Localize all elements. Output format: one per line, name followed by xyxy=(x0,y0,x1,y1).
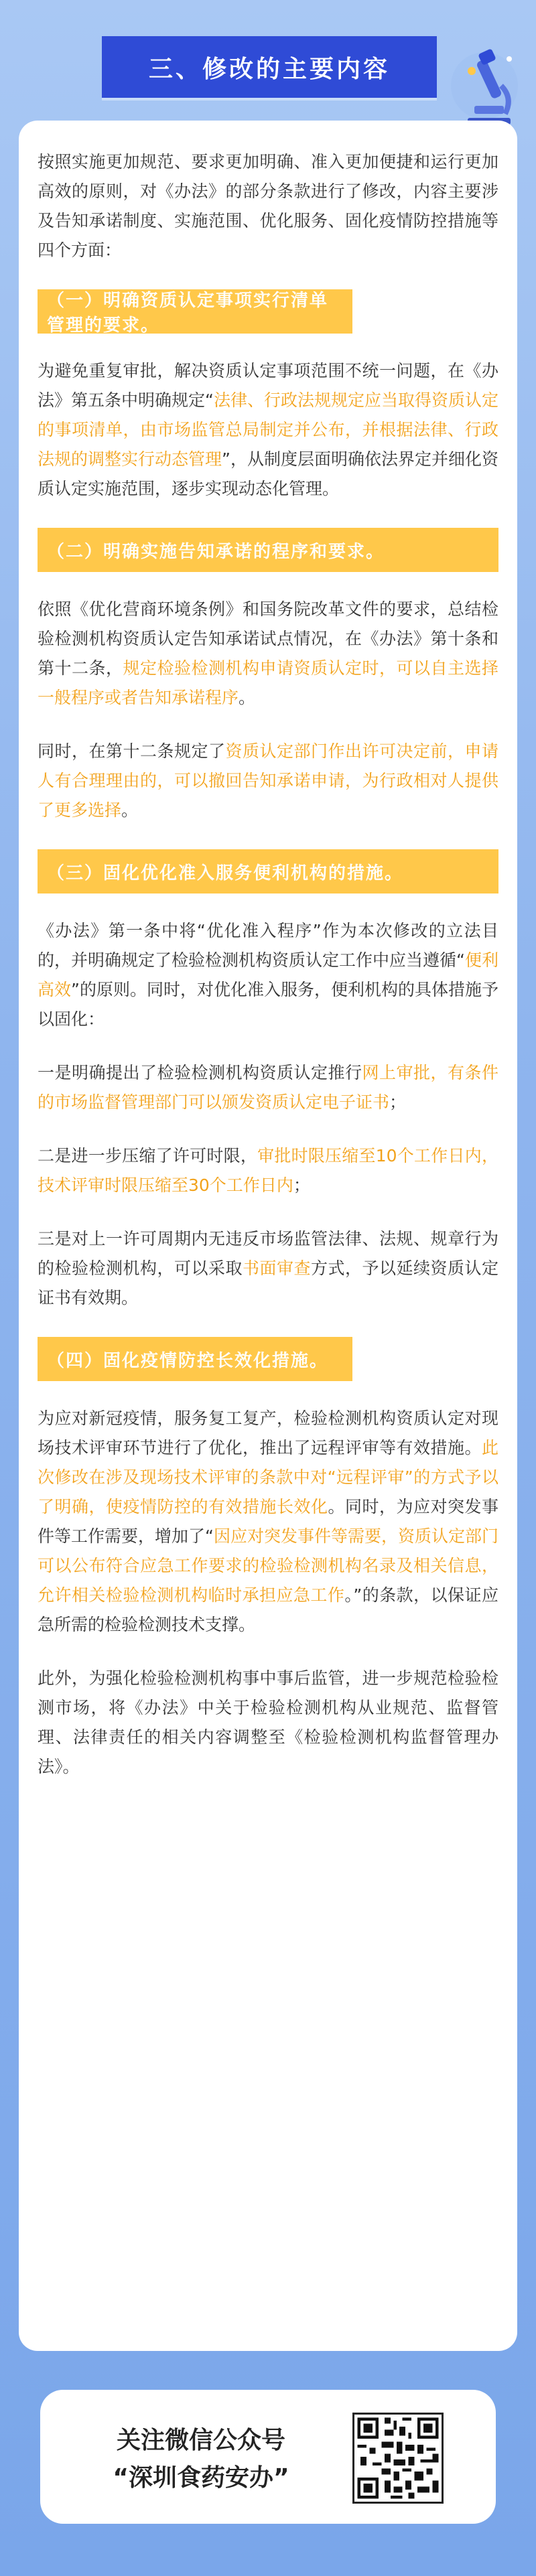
footer-line-2: “深圳食药安办” xyxy=(113,2464,289,2492)
intro-paragraph: 按照实施更加规范、要求更加明确、准入更加便捷和运行更加高效的原则，对《办法》的部分条款进行了修改，内容主要涉及告知承诺制度、实施范围、优化服务、固化疫情防控措施等四个方面： xyxy=(38,152,498,260)
section-heading-3: （三）固化优化准入服务便利机构的措施。 xyxy=(38,849,498,893)
section-heading-1: （一）明确资质认定事项实行清单管理的要求。 xyxy=(38,289,352,334)
content-body xyxy=(38,147,498,1806)
page-title: 三、修改的主要内容 xyxy=(148,55,390,83)
section3-paragraph-1: 《办法》第一条中将“优化准入程序”作为本次修改的立法目的，并明确规定了检验检测机构资质认定工作中应当遵循“便利高效”的原则。同时，对优化准入服务，便利机构的具体措施予以固化： xyxy=(38,921,498,1029)
section2-paragraph-2: 同时，在第十二条规定了资质认定部门作出许可决定前，申请人有合理理由的，可以撤回告知承诺申请，为行政相对人提供了更多选择。 xyxy=(38,741,498,820)
footer-follow-card xyxy=(40,2390,496,2524)
section4-paragraph-2: 此外，为强化检验检测机构事中事后监管，进一步规范检验检测市场，将《办法》中关于检验检测机构从业规范、监督管理、法律责任的相关内容调整至《检验检测机构监督管理办法》。 xyxy=(38,1668,498,1776)
microscope-icon xyxy=(448,39,521,133)
footer-text xyxy=(80,2422,322,2497)
section4-paragraph-1: 为应对新冠疫情，服务复工复产，检验检测机构资质认定对现场技术评审环节进行了优化，推出了远程评审等有效措施。此次修改在涉及现场技术评审的条款中对“远程评审”的方式予以了明确，使疫情防控的有效措施长效化。同时，为应对突发事件等工作需要，增加了“因应对突发事件等需要，资质认定部门可以公布符合应急工作要求的检验检测机构名录及相关信息，允许相关检验检测机构临时承担应急工作。”的条款，以保证应急所需的检验检测技术支撑。 xyxy=(38,1409,498,1634)
section3-paragraph-4: 三是对上一许可周期内无违反市场监管法律、法规、规章行为的检验检测机构，可以采取书面审查方式，予以延续资质认定证书有效期。 xyxy=(38,1229,498,1307)
section2-paragraph-1: 依照《优化营商环境条例》和国务院改革文件的要求，总结检验检测机构资质认定告知承诺试点情况，在《办法》第十条和第十二条，规定检验检测机构申请资质认定时，可以自主选择一般程序或者告知承诺程序。 xyxy=(38,599,498,707)
section1-paragraph: 为避免重复审批，解决资质认定事项范围不统一问题，在《办法》第五条中明确规定“法律、行政法规规定应当取得资质认定的事项清单，由市场监管总局制定并公布，并根据法律、行政法规的调整实行动态管理”，从制度层面明确依法界定并细化资质认定实施范围，逐步实现动态化管理。 xyxy=(38,361,498,498)
qr-code-image[interactable] xyxy=(352,2413,444,2504)
footer-line-1: 关注微信公众号 xyxy=(116,2427,285,2454)
section-heading-4: （四）固化疫情防控长效化措施。 xyxy=(38,1337,352,1381)
section3-paragraph-3: 二是进一步压缩了许可时限，审批时限压缩至10个工作日内，技术评审时限压缩至30个工作日内； xyxy=(38,1146,498,1195)
content-panel xyxy=(19,121,517,2351)
section-title-banner xyxy=(102,36,437,98)
section3-paragraph-2: 一是明确提出了检验检测机构资质认定推行网上审批，有条件的市场监督管理部门可以颁发资质认定电子证书； xyxy=(38,1063,498,1112)
section-heading-2: （二）明确实施告知承诺的程序和要求。 xyxy=(38,528,498,572)
